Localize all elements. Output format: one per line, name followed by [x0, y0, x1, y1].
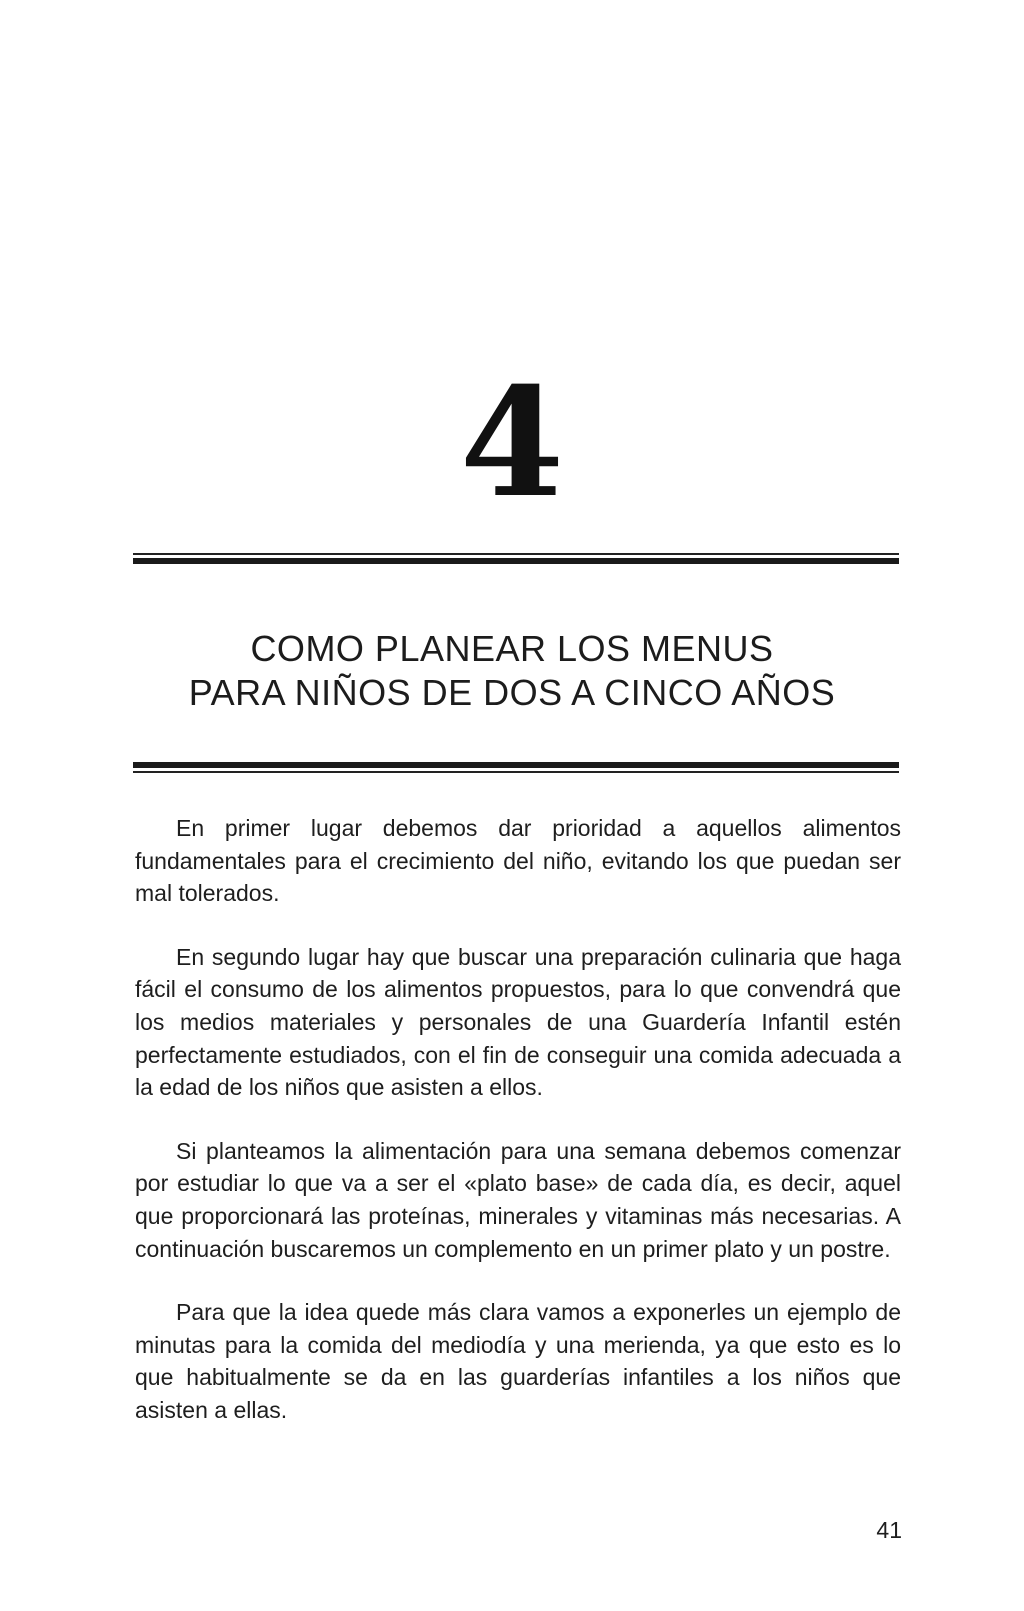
- top-divider: [133, 553, 899, 564]
- paragraph-3: Si planteamos la alimentación para una semana debemos comenzar por estudiar lo que va a ser el «plato base» de cada día, es decir, aquel que proporcionará las proteínas, minerales y vitaminas más necesarias. A continuación buscaremos un complemento en un primer plato y un postre.: [135, 1137, 901, 1262]
- body-text: [135, 812, 901, 1458]
- chapter-number: 4: [459, 355, 565, 531]
- page-number: 41: [876, 1517, 902, 1543]
- paragraph-1: En primer lugar debemos dar prioridad a aquellos alimentos fundamentales para el crecimiento del niño, evitando los que puedan ser mal tolerados.: [135, 815, 901, 907]
- chapter-title: [0, 627, 1024, 715]
- paragraph-4: Para que la idea quede más clara vamos a exponerles un ejemplo de minutas para la comida del mediodía y una merienda, ya que esto es lo que habitualmente se da en las guarderías infantiles a los niños que asisten a ellas.: [135, 1299, 901, 1423]
- bottom-divider: [133, 762, 899, 773]
- chapter-title-line-1: COMO PLANEAR LOS MENUS: [250, 628, 774, 669]
- chapter-title-line-2: PARA NIÑOS DE DOS A CINCO AÑOS: [188, 672, 836, 713]
- paragraph-2: En segundo lugar hay que buscar una preparación culinaria que haga fácil el consumo de los alimentos propuestos, para lo que convendrá que los medios materiales y personales de una Guardería Infantil estén perfectamente estudiados, con el fin de conseguir una comida adecuada a la edad de los niños que asisten a ellos.: [135, 943, 901, 1101]
